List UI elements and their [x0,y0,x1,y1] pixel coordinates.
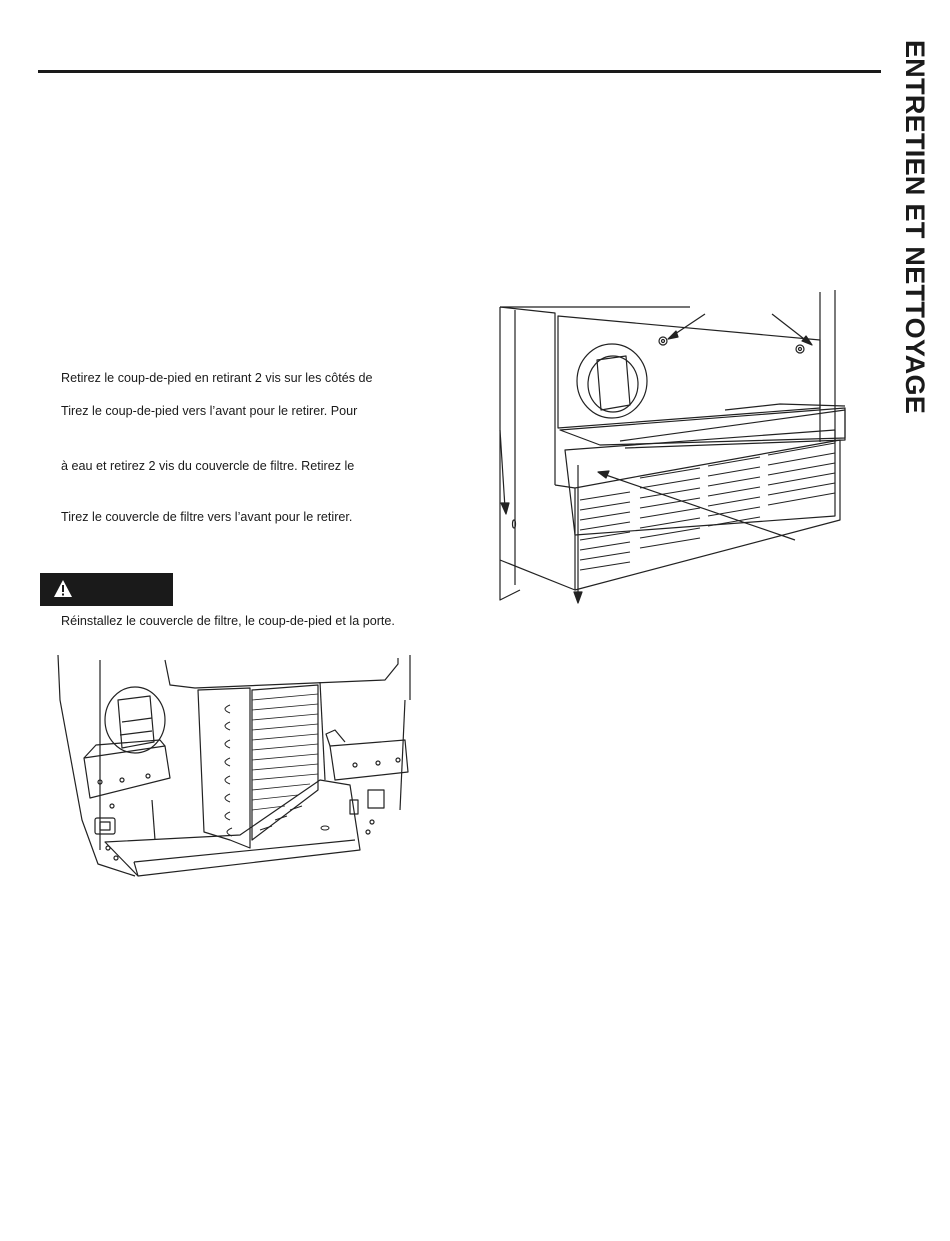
warning-triangle-icon [53,579,73,598]
step-text-4: Tirez le couvercle de filtre vers l’avant pour le retirer. [61,510,353,524]
section-side-title: ENTRETIEN ET NETTOYAGE [900,40,930,415]
step-text-2: Tirez le coup-de-pied vers l’avant pour le retirer. Pour [61,404,358,418]
unit-base-diagram [50,650,420,885]
reinstall-text: Réinstallez le couvercle de filtre, le coup-de-pied et la porte. [61,614,395,628]
warning-badge [40,573,173,606]
kickplate-filter-cover-diagram [480,288,850,608]
step-text-1: Retirez le coup-de-pied en retirant 2 vis sur les côtés de [61,371,373,385]
top-rule [38,70,881,73]
step-text-3: à eau et retirez 2 vis du couvercle de filtre. Retirez le [61,459,355,473]
